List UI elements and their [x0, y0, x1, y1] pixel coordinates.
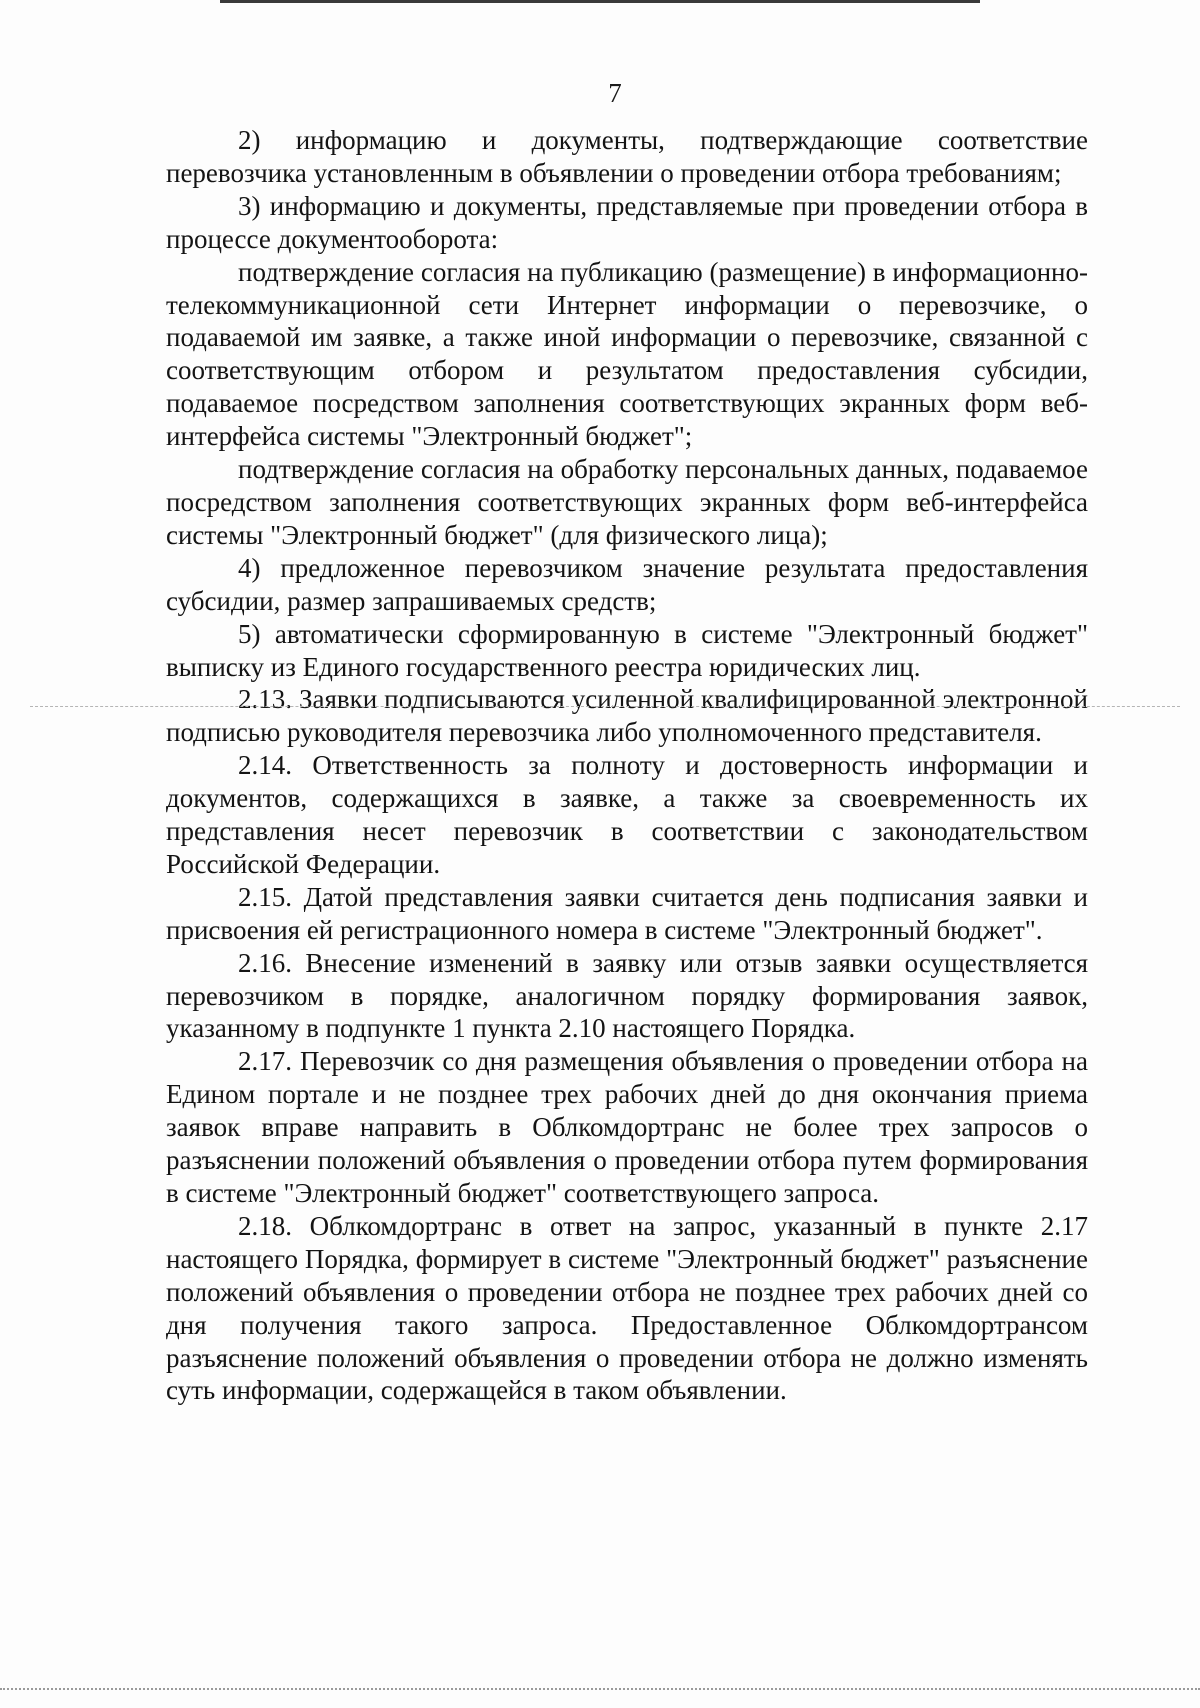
paragraph-item-5: 5) автоматически сформированную в системе "Электронный бюджет" выписку из Единого государственного реестра юридических лиц. [166, 618, 1088, 682]
paragraph-consent-publication: подтверждение согласия на публикацию (размещение) в информационно-телекоммуникационной сети Интернет информации о перевозчике, о подаваемой им заявке, а также иной информации о перевозчике, связанной с соответствующим отбором и результатом предоставления субсидии, подаваемое посредством заполнения соответствующих экранных форм веб-интерфейса системы "Электронный бюджет"; [166, 256, 1088, 452]
document-body [166, 124, 1088, 1407]
paragraph-consent-personal-data: подтверждение согласия на обработку персональных данных, подаваемое посредством заполнения соответствующих экранных форм веб-интерфейса системы "Электронный бюджет" (для физического лица); [166, 454, 1088, 550]
scan-top-edge [220, 0, 980, 3]
page-number: 7 [608, 78, 622, 108]
scan-fold-line [30, 706, 1180, 707]
paragraph-item-3: 3) информацию и документы, представляемые при проведении отбора в процессе документооборота: [166, 190, 1088, 254]
paragraph-2-15: 2.15. Датой представления заявки считается день подписания заявки и присвоения ей регистрационного номера в системе "Электронный бюджет". [166, 881, 1088, 945]
paragraph-item-2: 2) информацию и документы, подтверждающие соответствие перевозчика установленным в объявлении о проведении отбора требованиям; [166, 125, 1088, 188]
paragraph-2-14: 2.14. Ответственность за полноту и достоверность информации и документов, содержащихся в заявке, а также за своевременность их представления несет перевозчик в соответствии с законодательством Российской Федерации. [166, 750, 1088, 879]
paragraph-2-16: 2.16. Внесение изменений в заявку или отзыв заявки осуществляется перевозчиком в порядке, аналогичном порядку формирования заявок, указанному в подпункте 1 пункта 2.10 настоящего Порядка. [166, 947, 1088, 1044]
paragraph-2-13: 2.13. Заявки подписываются усиленной квалифицированной электронной подписью руководителя перевозчика либо уполномоченного представителя. [166, 684, 1088, 748]
paragraph-item-4: 4) предложенное перевозчиком значение результата предоставления субсидии, размер запрашиваемых средств; [166, 552, 1088, 616]
paragraph-2-17: 2.17. Перевозчик со дня размещения объявления о проведении отбора на Едином портале и не позднее трех рабочих дней до дня окончания приема заявок вправе направить в Облкомдортранс не более трех запросов о разъяснении положений объявления о проведении отбора путем формирования в системе "Электронный бюджет" соответствующего запроса. [166, 1046, 1088, 1208]
scan-bottom-edge [0, 1688, 1200, 1690]
paragraph-2-18: 2.18. Облкомдортранс в ответ на запрос, указанный в пункте 2.17 настоящего Порядка, формирует в системе "Электронный бюджет" разъяснение положений объявления о проведении отбора не позднее трех рабочих дней со дня получения такого запроса. Предоставленное Облкомдортрансом разъяснение положений объявления о проведении отбора не должно изменять суть информации, содержащейся в таком объявлении. [166, 1210, 1088, 1406]
